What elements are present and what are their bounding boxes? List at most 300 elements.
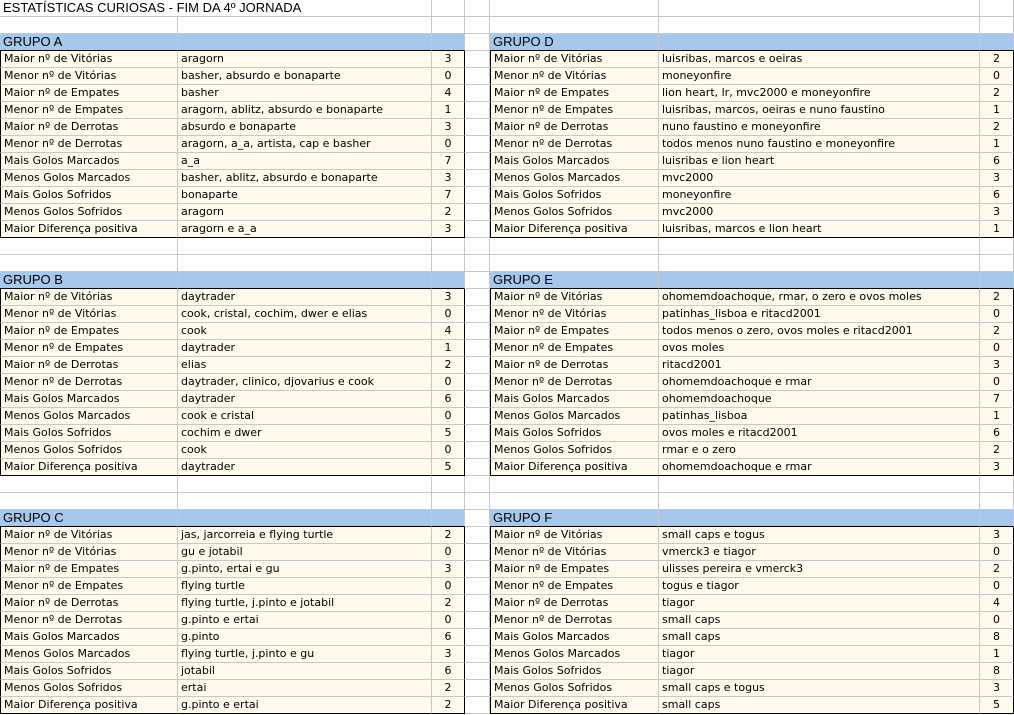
stat-value[interactable]: 0 (980, 374, 1014, 391)
stat-value[interactable]: 2 (980, 51, 1014, 68)
stat-value[interactable]: 1 (980, 646, 1014, 663)
table-row (0, 306, 1014, 323)
header-cell[interactable] (178, 510, 432, 527)
empty-cell[interactable] (465, 221, 490, 238)
stat-value[interactable]: 5 (432, 425, 465, 442)
table-row (0, 187, 1014, 204)
stat-label[interactable]: Mais Golos Marcados (490, 629, 659, 646)
stat-label[interactable]: Mais Golos Sofridos (0, 425, 178, 442)
player-names[interactable]: ritacd2001 (659, 357, 980, 374)
player-names[interactable]: aragorn, a_a, artista, cap e basher (178, 136, 432, 153)
player-names[interactable]: basher, ablitz, absurdo e bonaparte (178, 170, 432, 187)
empty-cell[interactable] (659, 17, 980, 34)
player-names[interactable]: ertai (178, 680, 432, 697)
empty-cell[interactable] (465, 493, 490, 510)
player-names[interactable]: aragorn e a_a (178, 221, 432, 238)
player-names[interactable]: daytrader (178, 391, 432, 408)
stat-value[interactable]: 2 (432, 204, 465, 221)
empty-cell[interactable] (432, 17, 465, 34)
empty-cell[interactable] (465, 68, 490, 85)
stat-label[interactable]: Maior nº de Derrotas (0, 357, 178, 374)
player-names[interactable]: jas, jarcorreia e flying turtle (178, 527, 432, 544)
empty-cell[interactable] (432, 493, 465, 510)
stat-label[interactable]: Menos Golos Sofridos (490, 204, 659, 221)
stat-label[interactable]: Maior nº de Derrotas (490, 595, 659, 612)
stat-label[interactable]: Maior nº de Derrotas (490, 357, 659, 374)
stat-value[interactable]: 3 (980, 357, 1014, 374)
stat-label[interactable]: Maior nº de Derrotas (0, 119, 178, 136)
header-cell[interactable] (432, 510, 465, 527)
empty-cell[interactable] (980, 0, 1014, 17)
group-title[interactable]: GRUPO D (490, 34, 659, 51)
stat-label[interactable]: Maior Diferença positiva (490, 221, 659, 238)
empty-cell[interactable] (490, 493, 659, 510)
stat-value[interactable]: 1 (980, 408, 1014, 425)
player-names[interactable]: g.pinto e ertai (178, 612, 432, 629)
player-names[interactable]: moneyonfire (659, 68, 980, 85)
player-names[interactable]: gu e jotabil (178, 544, 432, 561)
stat-label[interactable]: Maior nº de Empates (0, 323, 178, 340)
stat-label[interactable]: Maior Diferença positiva (490, 459, 659, 476)
stat-value[interactable]: 7 (432, 187, 465, 204)
empty-cell[interactable] (465, 357, 490, 374)
stat-label[interactable]: Menos Golos Marcados (490, 408, 659, 425)
group-title[interactable]: GRUPO A (0, 34, 178, 51)
group-title[interactable]: GRUPO E (490, 272, 659, 289)
player-names[interactable]: luisribas, marcos, oeiras e nuno faustino (659, 102, 980, 119)
player-names[interactable]: luisribas, marcos e lion heart (659, 221, 980, 238)
empty-cell[interactable] (465, 255, 490, 272)
stat-value[interactable]: 0 (980, 544, 1014, 561)
empty-cell[interactable] (178, 255, 432, 272)
stat-value[interactable]: 7 (980, 391, 1014, 408)
empty-cell[interactable] (465, 595, 490, 612)
player-names[interactable]: ohomemdoachoque e rmar (659, 374, 980, 391)
player-names[interactable]: cook, cristal, cochim, dwer e elias (178, 306, 432, 323)
header-cell[interactable] (432, 34, 465, 51)
stat-value[interactable]: 1 (980, 102, 1014, 119)
stat-value[interactable]: 0 (432, 136, 465, 153)
empty-cell[interactable] (659, 493, 980, 510)
empty-cell[interactable] (432, 0, 465, 17)
stat-value[interactable]: 2 (432, 697, 465, 714)
stat-value[interactable]: 8 (980, 629, 1014, 646)
stat-label[interactable]: Maior nº de Vitórias (490, 51, 659, 68)
stat-label[interactable]: Mais Golos Marcados (490, 391, 659, 408)
empty-cell[interactable] (465, 663, 490, 680)
empty-cell[interactable] (465, 102, 490, 119)
empty-cell[interactable] (465, 238, 490, 255)
stat-value[interactable]: 1 (980, 221, 1014, 238)
stat-label[interactable]: Maior nº de Vitórias (0, 527, 178, 544)
stat-value[interactable]: 6 (432, 629, 465, 646)
header-cell[interactable] (178, 34, 432, 51)
stat-label[interactable]: Menor nº de Vitórias (0, 544, 178, 561)
stat-value[interactable]: 0 (980, 306, 1014, 323)
empty-cell[interactable] (490, 238, 659, 255)
player-names[interactable]: daytrader (178, 289, 432, 306)
empty-cell[interactable] (465, 34, 490, 51)
empty-cell[interactable] (465, 612, 490, 629)
empty-cell[interactable] (659, 0, 980, 17)
empty-cell[interactable] (465, 697, 490, 714)
header-cell[interactable] (659, 34, 980, 51)
empty-cell[interactable] (490, 0, 659, 17)
stat-value[interactable]: 2 (980, 85, 1014, 102)
stat-value[interactable]: 3 (432, 51, 465, 68)
player-names[interactable]: mvc2000 (659, 170, 980, 187)
empty-cell[interactable] (465, 136, 490, 153)
player-names[interactable]: flying turtle, j.pinto e gu (178, 646, 432, 663)
stat-label[interactable]: Maior nº de Empates (490, 561, 659, 578)
stat-label[interactable]: Maior nº de Vitórias (0, 51, 178, 68)
empty-cell[interactable] (465, 680, 490, 697)
stat-label[interactable]: Menor nº de Derrotas (490, 136, 659, 153)
table-row (0, 629, 1014, 646)
empty-cell[interactable] (659, 476, 980, 493)
player-names[interactable]: small caps e togus (659, 680, 980, 697)
player-names[interactable]: jotabil (178, 663, 432, 680)
table-row (0, 544, 1014, 561)
empty-cell[interactable] (465, 544, 490, 561)
empty-cell[interactable] (465, 204, 490, 221)
empty-cell[interactable] (0, 238, 178, 255)
stat-label[interactable]: Mais Golos Sofridos (490, 425, 659, 442)
stat-value[interactable]: 3 (432, 170, 465, 187)
stat-label[interactable]: Menos Golos Marcados (490, 170, 659, 187)
player-names[interactable]: a_a (178, 153, 432, 170)
empty-cell[interactable] (465, 527, 490, 544)
stat-label[interactable]: Menor nº de Empates (0, 102, 178, 119)
stat-value[interactable]: 0 (432, 374, 465, 391)
stat-value[interactable]: 2 (432, 680, 465, 697)
stat-label[interactable]: Mais Golos Marcados (490, 153, 659, 170)
stat-label[interactable]: Maior Diferença positiva (0, 697, 178, 714)
empty-cell[interactable] (465, 459, 490, 476)
stat-value[interactable]: 0 (432, 408, 465, 425)
player-names[interactable]: daytrader (178, 459, 432, 476)
stat-label[interactable]: Maior Diferença positiva (0, 221, 178, 238)
stat-value[interactable]: 0 (432, 68, 465, 85)
empty-cell[interactable] (980, 476, 1014, 493)
player-names[interactable]: small caps (659, 629, 980, 646)
empty-cell[interactable] (432, 238, 465, 255)
player-names[interactable]: elias (178, 357, 432, 374)
stat-label[interactable]: Menor nº de Vitórias (490, 68, 659, 85)
stat-value[interactable]: 2 (980, 323, 1014, 340)
player-names[interactable]: g.pinto (178, 629, 432, 646)
stat-value[interactable]: 5 (980, 697, 1014, 714)
stat-value[interactable]: 6 (432, 663, 465, 680)
player-names[interactable]: tiagor (659, 663, 980, 680)
stat-label[interactable]: Mais Golos Sofridos (490, 187, 659, 204)
player-names[interactable]: ulisses pereira e vmerck3 (659, 561, 980, 578)
stat-value[interactable]: 3 (432, 221, 465, 238)
player-names[interactable]: todos menos o zero, ovos moles e ritacd2001 (659, 323, 980, 340)
player-names[interactable]: ovos moles e ritacd2001 (659, 425, 980, 442)
stat-label[interactable]: Menos Golos Marcados (490, 646, 659, 663)
player-names[interactable]: g.pinto e ertai (178, 697, 432, 714)
stat-value[interactable]: 0 (432, 442, 465, 459)
stat-value[interactable]: 5 (432, 459, 465, 476)
stat-value[interactable]: 3 (432, 646, 465, 663)
empty-cell[interactable] (465, 646, 490, 663)
player-names[interactable]: absurdo e bonaparte (178, 119, 432, 136)
stat-value[interactable]: 4 (432, 323, 465, 340)
stat-value[interactable]: 1 (980, 136, 1014, 153)
empty-cell[interactable] (980, 17, 1014, 34)
stat-value[interactable]: 2 (432, 527, 465, 544)
stat-label[interactable]: Menos Golos Marcados (0, 646, 178, 663)
stat-value[interactable]: 1 (432, 340, 465, 357)
empty-cell[interactable] (178, 476, 432, 493)
player-names[interactable]: small caps (659, 612, 980, 629)
player-names[interactable]: daytrader (178, 340, 432, 357)
header-cell[interactable] (432, 272, 465, 289)
stat-value[interactable]: 0 (432, 306, 465, 323)
player-names[interactable]: aragorn (178, 51, 432, 68)
empty-cell[interactable] (465, 442, 490, 459)
player-names[interactable]: basher, absurdo e bonaparte (178, 68, 432, 85)
stat-value[interactable]: 2 (980, 289, 1014, 306)
empty-cell[interactable] (178, 493, 432, 510)
player-names[interactable]: patinhas_lisboa (659, 408, 980, 425)
stat-label[interactable]: Maior nº de Vitórias (490, 289, 659, 306)
empty-cell[interactable] (465, 408, 490, 425)
empty-cell[interactable] (490, 476, 659, 493)
stat-value[interactable]: 6 (980, 425, 1014, 442)
empty-cell[interactable] (490, 255, 659, 272)
player-names[interactable]: rmar e o zero (659, 442, 980, 459)
empty-cell[interactable] (465, 289, 490, 306)
stat-value[interactable]: 3 (980, 680, 1014, 697)
stat-value[interactable]: 0 (980, 578, 1014, 595)
stat-label[interactable]: Menos Golos Marcados (0, 170, 178, 187)
player-names[interactable]: ovos moles (659, 340, 980, 357)
table-row (0, 102, 1014, 119)
player-names[interactable]: ohomemdoachoque, rmar, o zero e ovos moles (659, 289, 980, 306)
stat-label[interactable]: Menor nº de Vitórias (490, 544, 659, 561)
stat-value[interactable]: 6 (980, 153, 1014, 170)
player-names[interactable]: cochim e dwer (178, 425, 432, 442)
player-names[interactable]: mvc2000 (659, 204, 980, 221)
empty-cell[interactable] (465, 85, 490, 102)
empty-cell[interactable] (465, 119, 490, 136)
player-names[interactable]: g.pinto, ertai e gu (178, 561, 432, 578)
stat-label[interactable]: Menor nº de Empates (0, 340, 178, 357)
stat-label[interactable]: Menor nº de Vitórias (0, 68, 178, 85)
player-names[interactable]: small caps (659, 697, 980, 714)
player-names[interactable]: small caps e togus (659, 527, 980, 544)
empty-cell[interactable] (432, 476, 465, 493)
stat-value[interactable]: 1 (432, 102, 465, 119)
empty-cell[interactable] (465, 476, 490, 493)
stat-value[interactable]: 2 (980, 561, 1014, 578)
table-row (0, 136, 1014, 153)
stat-value[interactable]: 3 (980, 459, 1014, 476)
stat-label[interactable]: Menos Golos Marcados (0, 408, 178, 425)
stat-label[interactable]: Mais Golos Marcados (0, 629, 178, 646)
header-cell[interactable] (178, 272, 432, 289)
empty-cell[interactable] (178, 17, 432, 34)
empty-cell[interactable] (465, 629, 490, 646)
stat-label[interactable]: Maior nº de Empates (0, 561, 178, 578)
stat-label[interactable]: Mais Golos Sofridos (0, 663, 178, 680)
stat-label[interactable]: Menor nº de Derrotas (0, 136, 178, 153)
stat-value[interactable]: 6 (980, 187, 1014, 204)
stat-label[interactable]: Maior nº de Derrotas (0, 595, 178, 612)
player-names[interactable]: flying turtle, j.pinto e jotabil (178, 595, 432, 612)
stat-value[interactable]: 3 (980, 204, 1014, 221)
empty-cell[interactable] (465, 272, 490, 289)
player-names[interactable]: ohomemdoachoque (659, 391, 980, 408)
stat-value[interactable]: 2 (432, 595, 465, 612)
stat-value[interactable]: 2 (432, 357, 465, 374)
player-names[interactable]: lion heart, lr, mvc2000 e moneyonfire (659, 85, 980, 102)
stat-label[interactable]: Menor nº de Empates (490, 340, 659, 357)
player-names[interactable]: vmerck3 e tiagor (659, 544, 980, 561)
empty-cell[interactable] (0, 493, 178, 510)
group-title[interactable]: GRUPO F (490, 510, 659, 527)
empty-cell[interactable] (465, 17, 490, 34)
stat-value[interactable]: 2 (980, 442, 1014, 459)
header-cell[interactable] (659, 272, 980, 289)
stat-label[interactable]: Menos Golos Sofridos (490, 680, 659, 697)
stat-value[interactable]: 4 (980, 595, 1014, 612)
player-names[interactable]: luisribas e lion heart (659, 153, 980, 170)
stat-label[interactable]: Menor nº de Empates (490, 578, 659, 595)
stat-value[interactable]: 3 (432, 289, 465, 306)
empty-cell[interactable] (465, 391, 490, 408)
player-names[interactable]: ohomemdoachoque e rmar (659, 459, 980, 476)
empty-cell[interactable] (178, 238, 432, 255)
player-names[interactable]: moneyonfire (659, 187, 980, 204)
stat-label[interactable]: Menor nº de Derrotas (490, 612, 659, 629)
stat-label[interactable]: Menor nº de Derrotas (0, 612, 178, 629)
empty-cell[interactable] (465, 323, 490, 340)
empty-cell[interactable] (465, 425, 490, 442)
empty-cell[interactable] (465, 306, 490, 323)
stat-value[interactable]: 6 (432, 391, 465, 408)
empty-cell[interactable] (490, 17, 659, 34)
stat-label[interactable]: Maior nº de Vitórias (490, 527, 659, 544)
stat-value[interactable]: 4 (432, 85, 465, 102)
empty-cell[interactable] (980, 493, 1014, 510)
table-row (0, 221, 1014, 238)
header-cell[interactable] (980, 272, 1014, 289)
stat-label[interactable]: Maior nº de Empates (0, 85, 178, 102)
stat-value[interactable]: 3 (432, 119, 465, 136)
stat-value[interactable]: 8 (980, 663, 1014, 680)
stat-label[interactable]: Maior nº de Empates (490, 85, 659, 102)
stat-value[interactable]: 0 (432, 544, 465, 561)
player-names[interactable]: patinhas_lisboa e ritacd2001 (659, 306, 980, 323)
stat-value[interactable]: 3 (980, 170, 1014, 187)
empty-cell[interactable] (465, 170, 490, 187)
empty-cell[interactable] (659, 255, 980, 272)
stat-value[interactable]: 3 (980, 527, 1014, 544)
stat-label[interactable]: Maior nº de Vitórias (0, 289, 178, 306)
player-names[interactable]: daytrader, clinico, djovarius e cook (178, 374, 432, 391)
player-names[interactable]: cook (178, 442, 432, 459)
stat-value[interactable]: 0 (980, 340, 1014, 357)
empty-cell[interactable] (432, 255, 465, 272)
player-names[interactable]: cook (178, 323, 432, 340)
empty-cell[interactable] (465, 510, 490, 527)
header-cell[interactable] (980, 510, 1014, 527)
stat-label[interactable]: Menor nº de Vitórias (0, 306, 178, 323)
stat-value[interactable]: 0 (980, 612, 1014, 629)
empty-cell[interactable] (465, 374, 490, 391)
player-names[interactable]: luisribas, marcos e oeiras (659, 51, 980, 68)
empty-cell[interactable] (980, 255, 1014, 272)
empty-cell[interactable] (465, 340, 490, 357)
player-names[interactable]: todos menos nuno faustino e moneyonfire (659, 136, 980, 153)
stat-value[interactable]: 3 (432, 561, 465, 578)
group-title[interactable]: GRUPO B (0, 272, 178, 289)
stat-label[interactable]: Menos Golos Sofridos (0, 442, 178, 459)
player-names[interactable]: aragorn (178, 204, 432, 221)
empty-cell[interactable] (465, 153, 490, 170)
stat-label[interactable]: Menor nº de Empates (0, 578, 178, 595)
empty-cell[interactable] (465, 578, 490, 595)
stat-value[interactable]: 0 (980, 68, 1014, 85)
stat-value[interactable]: 7 (432, 153, 465, 170)
stat-label[interactable]: Menor nº de Derrotas (490, 374, 659, 391)
empty-cell[interactable] (465, 0, 490, 17)
stat-label[interactable]: Mais Golos Marcados (0, 391, 178, 408)
empty-cell[interactable] (465, 561, 490, 578)
stat-label[interactable]: Maior Diferença positiva (0, 459, 178, 476)
player-names[interactable]: flying turtle (178, 578, 432, 595)
empty-cell[interactable] (0, 476, 178, 493)
player-names[interactable]: nuno faustino e moneyonfire (659, 119, 980, 136)
stat-label[interactable]: Mais Golos Sofridos (490, 663, 659, 680)
stat-label[interactable]: Maior nº de Empates (490, 323, 659, 340)
stat-label[interactable]: Mais Golos Marcados (0, 153, 178, 170)
stat-label[interactable]: Mais Golos Sofridos (0, 187, 178, 204)
player-names[interactable]: togus e tiagor (659, 578, 980, 595)
header-cell[interactable] (659, 510, 980, 527)
stat-value[interactable]: 2 (980, 119, 1014, 136)
stat-value[interactable]: 0 (432, 578, 465, 595)
header-cell[interactable] (980, 34, 1014, 51)
player-names[interactable]: bonaparte (178, 187, 432, 204)
stat-label[interactable]: Menor nº de Empates (490, 102, 659, 119)
empty-cell[interactable] (0, 255, 178, 272)
player-names[interactable]: cook e cristal (178, 408, 432, 425)
group-title[interactable]: GRUPO C (0, 510, 178, 527)
stat-label[interactable]: Menos Golos Sofridos (0, 204, 178, 221)
stat-label[interactable]: Maior Diferença positiva (490, 697, 659, 714)
player-names[interactable]: tiagor (659, 595, 980, 612)
empty-cell[interactable] (465, 187, 490, 204)
empty-cell[interactable] (465, 51, 490, 68)
empty-cell[interactable] (659, 238, 980, 255)
stat-label[interactable]: Menor nº de Derrotas (0, 374, 178, 391)
stat-label[interactable]: Menos Golos Sofridos (490, 442, 659, 459)
stat-value[interactable]: 0 (432, 612, 465, 629)
empty-cell[interactable] (0, 17, 178, 34)
player-names[interactable]: tiagor (659, 646, 980, 663)
sheet-title[interactable]: ESTATÍSTICAS CURIOSAS - FIM DA 4º JORNADA (0, 0, 432, 17)
player-names[interactable]: basher (178, 85, 432, 102)
stat-label[interactable]: Menos Golos Sofridos (0, 680, 178, 697)
stat-label[interactable]: Menor nº de Vitórias (490, 306, 659, 323)
player-names[interactable]: aragorn, ablitz, absurdo e bonaparte (178, 102, 432, 119)
stat-label[interactable]: Maior nº de Derrotas (490, 119, 659, 136)
empty-cell[interactable] (980, 238, 1014, 255)
